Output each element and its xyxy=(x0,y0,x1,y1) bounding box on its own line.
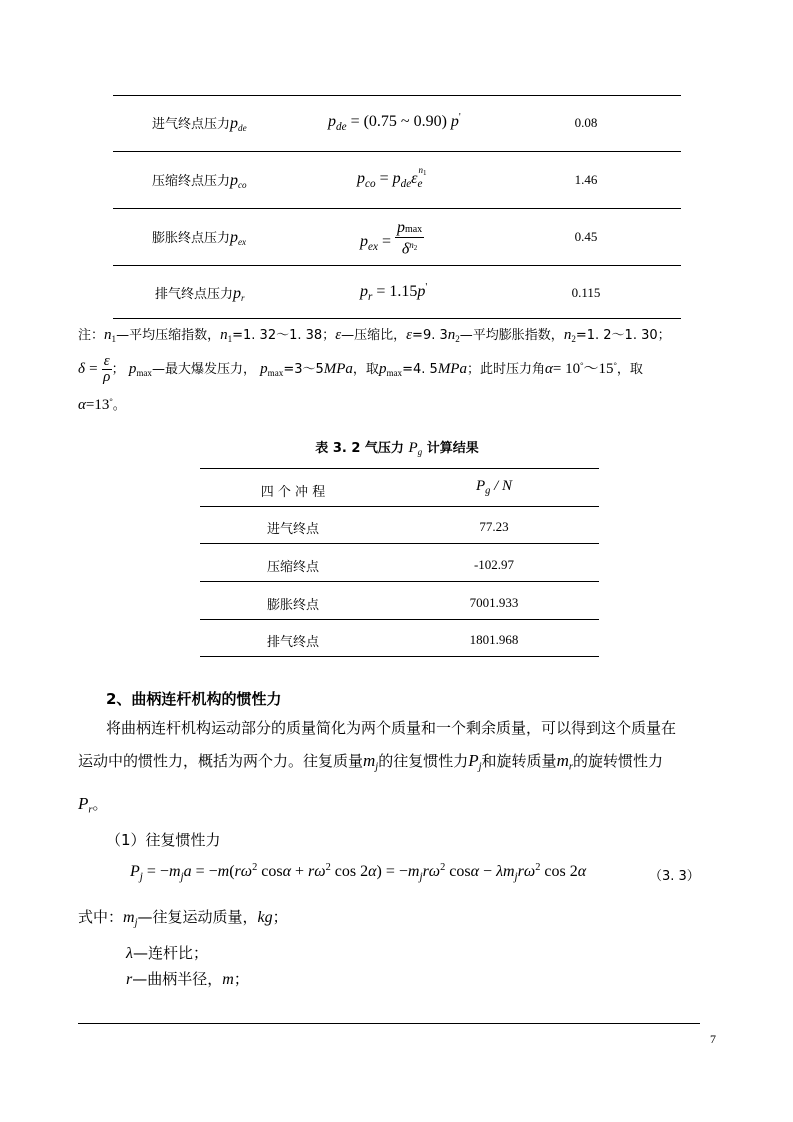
degree: ° xyxy=(580,360,584,370)
symbol-subscript: de xyxy=(238,123,247,134)
sym-p: p xyxy=(128,361,137,378)
sym-n: n xyxy=(104,327,112,343)
section-heading: 2、曲柄连杆机构的惯性力 xyxy=(106,690,282,708)
formula-rhs: = 1.15 xyxy=(376,283,418,301)
sym-sub: max xyxy=(267,368,284,379)
caption-symbol: P xyxy=(408,440,418,456)
sym-r: r xyxy=(126,971,133,988)
where-prefix: 式中： xyxy=(78,908,124,926)
paragraph-line-1: 将曲柄连杆机构运动部分的质量简化为两个质量和一个剩余质量，可以得到这个质量在 xyxy=(106,719,677,737)
sym-alpha: α xyxy=(545,361,553,378)
formula-lhs: p xyxy=(328,113,336,131)
sym-m: m xyxy=(363,751,376,770)
table2-row-stroke: 排气终点 xyxy=(266,635,320,650)
definition-text: —往复运动质量， xyxy=(137,908,258,926)
table2-header-rule xyxy=(200,506,599,507)
row-label-text: 膨胀终点压力 xyxy=(152,231,231,246)
sym-eq: = xyxy=(89,361,98,378)
sym-sub: j xyxy=(134,917,138,929)
table1-row-label xyxy=(152,113,247,133)
formula-p: p xyxy=(417,283,426,301)
sym-epsilon: ε xyxy=(335,327,342,343)
note-text: —压缩比， xyxy=(341,328,407,343)
note-text: ；此时压力角 xyxy=(466,362,545,378)
sym-n: n xyxy=(447,327,456,343)
sym-m: m xyxy=(556,751,569,770)
caption-prefix: 表 3. 2 气压力 xyxy=(315,441,404,456)
formula-exp-sub: 1 xyxy=(422,169,427,177)
note-text: =1. 32～1. 38； xyxy=(232,328,336,343)
den-delta: δ xyxy=(401,240,410,258)
table2-header-stroke: 四 个 冲 程 xyxy=(260,485,326,500)
note-text: —最大爆发压力， xyxy=(151,362,256,378)
sym-epsilon: ε xyxy=(406,327,413,343)
table2-header-force xyxy=(476,478,512,497)
note-text: =13 xyxy=(85,397,110,413)
symbol: p xyxy=(230,115,239,132)
degree: ° xyxy=(613,360,617,370)
definition-2 xyxy=(126,942,208,963)
sub-heading: （1）往复惯性力 xyxy=(106,831,221,849)
sym-sub: 2 xyxy=(571,334,576,345)
table1-row-value: 1.46 xyxy=(574,172,598,187)
sym-lambda: λ xyxy=(126,945,133,962)
sym-sub: j xyxy=(478,761,482,773)
sym-sub: j xyxy=(375,761,379,773)
sym-sub: r xyxy=(568,761,573,773)
note-text: =9. 3 xyxy=(412,328,448,343)
fraction-denominator: ρ xyxy=(103,369,111,386)
formula-lhs-sub: ex xyxy=(368,240,378,253)
table2-caption xyxy=(315,437,478,457)
fraction-numerator: ε xyxy=(103,353,110,370)
note-text: =1. 2～1. 30； xyxy=(575,328,671,343)
table2-bottom-rule xyxy=(200,656,599,657)
formula-eps-sub: e xyxy=(417,177,423,190)
paragraph-line-3 xyxy=(78,793,108,816)
row-label-text: 排气终点压力 xyxy=(155,287,234,302)
formula-eq: = xyxy=(381,232,391,250)
table2-top-rule xyxy=(200,468,599,469)
unit: m xyxy=(222,971,234,988)
note-text: ，取 xyxy=(616,362,643,378)
formula-eq: = xyxy=(379,170,389,187)
symbol: p xyxy=(230,172,239,189)
table1-row-value: 0.45 xyxy=(574,229,598,244)
table1-top-rule xyxy=(113,95,681,96)
table1-row-rule xyxy=(113,208,681,209)
note-text: = 10 xyxy=(552,361,581,378)
formula-exp: n xyxy=(418,165,423,175)
table2-row-value: 77.23 xyxy=(479,519,509,534)
note-text: =3～5 xyxy=(283,362,324,378)
note-prefix: 注： xyxy=(78,328,105,343)
sym-P: P xyxy=(78,794,89,813)
note-text: 。 xyxy=(112,398,126,413)
header-subscript: g xyxy=(485,485,491,497)
table2-row-stroke: 膨胀终点 xyxy=(266,598,320,613)
table1-row-rule xyxy=(113,151,681,152)
fraction-denominator xyxy=(395,238,424,256)
formula-lhs-sub: co xyxy=(365,177,376,190)
sym-sub: max xyxy=(386,368,403,379)
caption-subscript: g xyxy=(417,447,423,458)
header-unit: / N xyxy=(494,478,513,494)
table2-row-value: 1801.968 xyxy=(469,632,519,647)
table2-row-value: -102.97 xyxy=(473,557,515,572)
footer-rule xyxy=(78,1023,700,1024)
sym-P: P xyxy=(468,751,479,770)
table1-row-label xyxy=(152,227,246,247)
sym-p: p xyxy=(260,361,268,378)
formula-lhs: p xyxy=(360,232,368,250)
symbol-subscript: ex xyxy=(238,237,247,248)
formula-lhs: p xyxy=(360,283,368,301)
note-line-1 xyxy=(78,324,671,344)
caption-suffix: 计算结果 xyxy=(426,441,479,456)
unit: MPa xyxy=(437,361,467,378)
paragraph-text: 。 xyxy=(92,795,108,813)
table2-row-rule xyxy=(200,543,599,544)
sym-delta: δ xyxy=(78,361,85,378)
formula-prime: ' xyxy=(425,282,428,293)
table2-row-rule xyxy=(200,619,599,620)
fraction-numerator xyxy=(395,220,424,238)
table1-bottom-rule xyxy=(113,318,681,319)
num-sub: max xyxy=(404,224,423,235)
symbol: p xyxy=(230,229,239,246)
note-fraction xyxy=(102,354,112,385)
formula-p: p xyxy=(392,170,401,187)
sym-m: m xyxy=(123,909,135,926)
sym-sub: 1 xyxy=(111,334,117,345)
definition-text: ； xyxy=(233,970,249,988)
table2-row-value: 7001.933 xyxy=(469,595,519,610)
note-text: ； xyxy=(111,362,125,378)
table1-row-rule xyxy=(113,265,681,266)
formula-eps: ε xyxy=(411,170,418,187)
formula-lhs-sub: r xyxy=(368,291,373,304)
table1-row-formula xyxy=(360,220,424,256)
note-line-3 xyxy=(78,394,126,414)
row-label-text: 压缩终点压力 xyxy=(152,174,231,189)
note-line-2 xyxy=(78,350,643,388)
degree: ° xyxy=(109,395,113,406)
note-text: =4. 5 xyxy=(402,362,438,378)
definition-text: —连杆比； xyxy=(132,944,208,962)
definition-text: —曲柄半径， xyxy=(132,970,223,988)
table1-row-value: 0.08 xyxy=(574,115,598,130)
equation-3-3: $P_j = -m_ja = -m(r\omega^2$ $\cos\alpha + r\omega^2$ $\cos 2\alpha) = -m_jr\omega^2$ $\cos\alpha - \lambda m_jr\omega^2$ cos 2α xyxy=(130,862,587,884)
header-symbol: P xyxy=(475,478,486,494)
symbol-subscript: co xyxy=(238,180,247,191)
table2-row-rule xyxy=(200,581,599,582)
paragraph-text: 的往复惯性力 xyxy=(378,752,469,770)
page-number: 7 xyxy=(710,1032,716,1046)
paragraph-line-2 xyxy=(78,750,663,773)
formula-lhs: p xyxy=(357,170,365,187)
table2-row-stroke: 进气终点 xyxy=(266,522,320,537)
paragraph-text: 的旋转惯性力 xyxy=(572,752,663,770)
den-exp-sub: 2 xyxy=(413,243,418,252)
table1-row-formula xyxy=(360,282,427,303)
symbol-subscript: r xyxy=(241,293,245,304)
den-exp: n xyxy=(409,240,414,250)
definition-text: ； xyxy=(272,908,288,926)
sym-sub: max xyxy=(136,368,152,379)
formula-p-sub: de xyxy=(400,177,412,190)
table1-row-value: 0.115 xyxy=(571,285,601,300)
note-text: ，取 xyxy=(352,362,379,378)
table1-row-formula xyxy=(357,165,430,190)
table1-row-label xyxy=(155,283,245,303)
table2-row-stroke: 压缩终点 xyxy=(266,560,320,575)
symbol: p xyxy=(233,285,242,302)
sym-sub: 2 xyxy=(455,334,460,345)
paragraph-text: 运动中的惯性力，概括为两个力。往复质量 xyxy=(78,752,364,770)
unit: MPa xyxy=(323,361,353,378)
sym-sub: 1 xyxy=(227,334,233,345)
sym-sub: r xyxy=(88,804,93,816)
definition-1 xyxy=(78,906,288,929)
sym-alpha: α xyxy=(78,397,86,413)
table1-row-formula xyxy=(328,112,461,133)
note-text: —平均压缩指数， xyxy=(116,328,221,343)
definition-3 xyxy=(126,968,249,989)
sym-n: n xyxy=(220,327,228,343)
note-text: ～15 xyxy=(583,361,614,378)
formula-fraction xyxy=(395,220,424,256)
formula-lhs-sub: de xyxy=(336,121,347,134)
note-text: —平均膨胀指数， xyxy=(459,328,564,343)
formula-rhs: = (0.75 ~ 0.90) xyxy=(350,113,447,131)
formula-prime: ' xyxy=(458,112,461,123)
num-p: p xyxy=(396,219,405,236)
row-label-text: 进气终点压力 xyxy=(152,117,231,132)
sym-p: p xyxy=(378,361,387,378)
paragraph-text: 和旋转质量 xyxy=(481,752,557,770)
unit: kg xyxy=(257,909,273,926)
formula-p: p xyxy=(450,113,459,131)
equation-number: （3. 3） xyxy=(649,869,700,884)
table1-row-label xyxy=(152,170,247,190)
sym-n: n xyxy=(563,327,572,343)
